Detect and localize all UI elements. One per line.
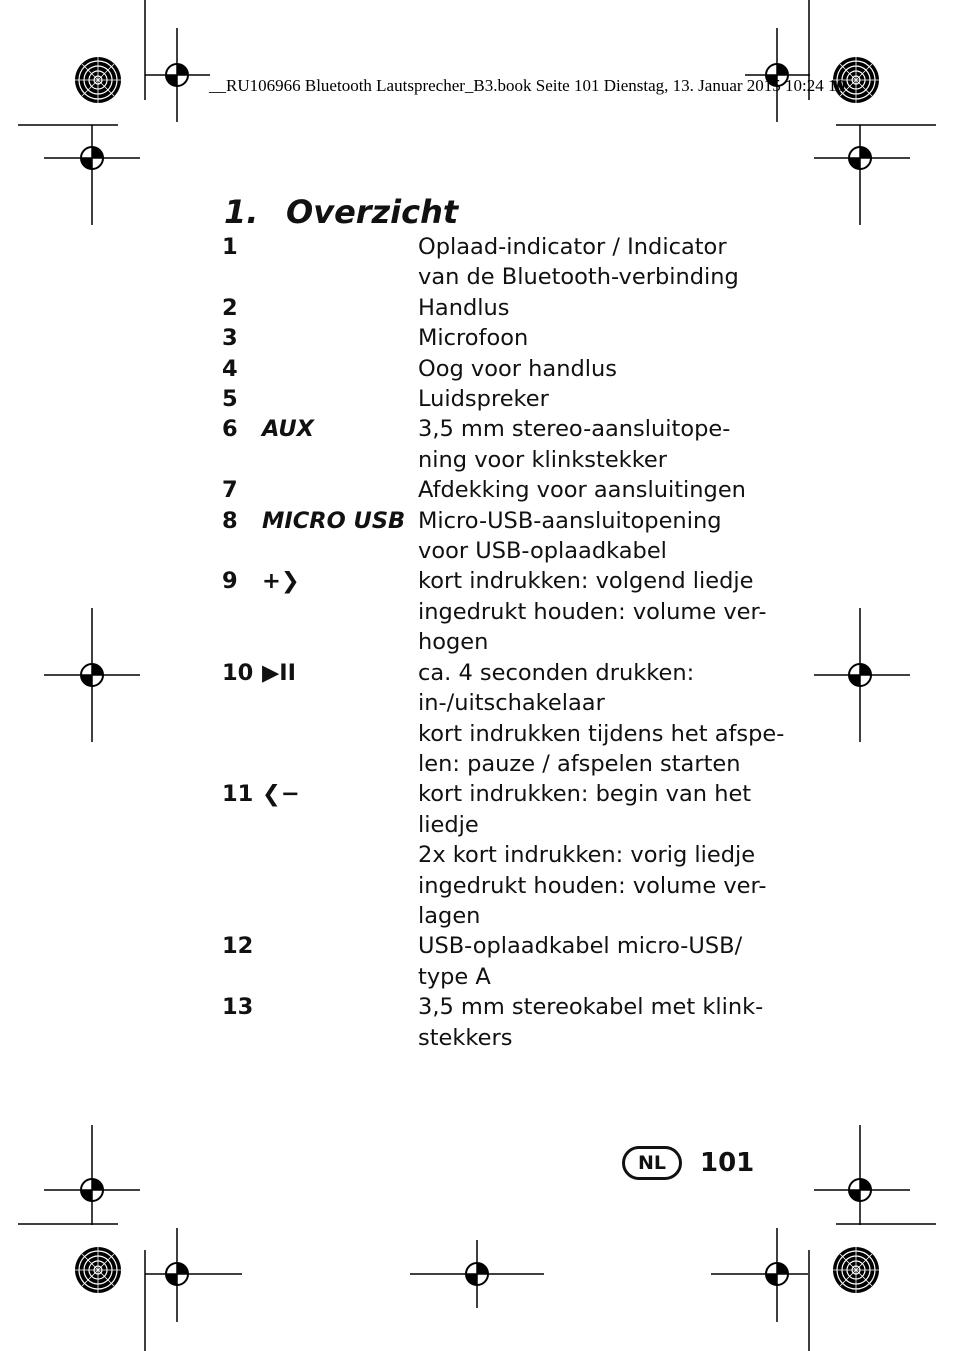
item-description (418, 475, 782, 505)
list-item (222, 414, 782, 475)
list-item (222, 323, 782, 353)
item-symbol: ❮− (262, 781, 300, 808)
description-line: liedje (418, 811, 479, 838)
list-item (222, 293, 782, 323)
item-label (222, 658, 418, 780)
description-line: voor USB-oplaadkabel (418, 538, 667, 565)
list-item (222, 232, 782, 293)
item-label (222, 293, 418, 323)
item-number: 11 (222, 781, 254, 808)
description-line: 3,5 mm stereo-aansluitope- (418, 416, 731, 443)
item-description (418, 232, 782, 293)
item-description (418, 779, 782, 931)
description-line: type A (418, 963, 491, 990)
item-description (418, 931, 782, 992)
item-number: 2 (222, 294, 238, 321)
description-line: kort indrukken tijdens het afspe- (418, 720, 785, 747)
item-description (418, 323, 782, 353)
page-footer (622, 1143, 754, 1183)
section-title (224, 190, 458, 234)
item-symbol: ▶II (262, 659, 297, 686)
description-line: van de Bluetooth-verbinding (418, 264, 739, 291)
description-line: ca. 4 seconden drukken: (418, 659, 695, 686)
item-symbol: MICRO USB (262, 507, 406, 534)
item-description (418, 506, 782, 567)
item-number: 13 (222, 994, 254, 1021)
item-label (222, 506, 418, 567)
list-item (222, 992, 782, 1053)
list-item (222, 506, 782, 567)
item-symbol: AUX (262, 416, 315, 443)
description-line: Oplaad-indicator / Indicator (418, 234, 727, 260)
list-item (222, 384, 782, 414)
description-line: 2x kort indrukken: vorig liedje (418, 842, 756, 869)
item-label (222, 992, 418, 1053)
description-line: hogen (418, 629, 489, 656)
list-item (222, 779, 782, 931)
list-item (222, 566, 782, 657)
list-item (222, 658, 785, 780)
description-line: 3,5 mm stereokabel met klink- (418, 994, 764, 1021)
item-number: 3 (222, 325, 238, 352)
item-label (222, 475, 418, 505)
list-item (222, 475, 782, 505)
item-label (222, 566, 418, 657)
item-description (418, 293, 782, 323)
page-number: 101 (700, 1148, 755, 1178)
description-line: Micro-USB-aansluitopening (418, 507, 722, 534)
item-description (418, 384, 782, 414)
description-line: kort indrukken: begin van het (418, 781, 752, 808)
description-line: USB-oplaadkabel micro-USB/ (418, 933, 743, 960)
description-line: lagen (418, 902, 481, 929)
list-item (222, 931, 782, 992)
description-line: ning voor klinkstekker (418, 446, 668, 473)
language-badge: NL (622, 1146, 682, 1180)
section-number: 1. (224, 193, 259, 231)
item-label (222, 232, 418, 293)
item-label (222, 384, 418, 414)
description-line: Luidspreker (418, 386, 549, 413)
description-line: len: pauze / afspelen starten (418, 750, 741, 777)
description-line: kort indrukken: volgend liedje (418, 568, 754, 595)
description-line: Handlus (418, 294, 510, 321)
print-slug: __RU106966 Bluetooth Lautsprecher_B3.book Seite 101 Dienstag, 13. Januar 2015 10:24 10 (209, 76, 845, 95)
description-line: Afdekking voor aansluitingen (418, 477, 746, 504)
section-heading: Overzicht (286, 193, 459, 231)
item-description (418, 992, 782, 1053)
description-line: ingedrukt houden: volume ver- (418, 598, 767, 625)
item-description (418, 354, 782, 384)
description-line: in-/uitschakelaar (418, 690, 605, 717)
item-description (418, 658, 784, 780)
item-number: 1 (222, 234, 238, 260)
item-number: 4 (222, 355, 238, 382)
item-symbol: +❯ (262, 568, 300, 595)
item-label (222, 354, 418, 384)
item-label (222, 931, 418, 992)
parts-list (222, 232, 785, 1053)
description-line: ingedrukt houden: volume ver- (418, 872, 767, 899)
item-description (418, 414, 782, 475)
item-label (222, 323, 418, 353)
item-number: 9 (222, 568, 238, 595)
item-number: 10 (222, 659, 254, 686)
item-label (222, 779, 418, 931)
item-number: 7 (222, 477, 238, 504)
description-line: stekkers (418, 1024, 513, 1051)
item-label (222, 414, 418, 475)
item-number: 5 (222, 386, 238, 413)
description-line: Microfoon (418, 325, 529, 352)
item-number: 12 (222, 933, 254, 960)
item-number: 6 (222, 416, 238, 443)
description-line: Oog voor handlus (418, 355, 617, 382)
item-description (418, 566, 782, 657)
item-number: 8 (222, 507, 238, 534)
list-item (222, 354, 782, 384)
